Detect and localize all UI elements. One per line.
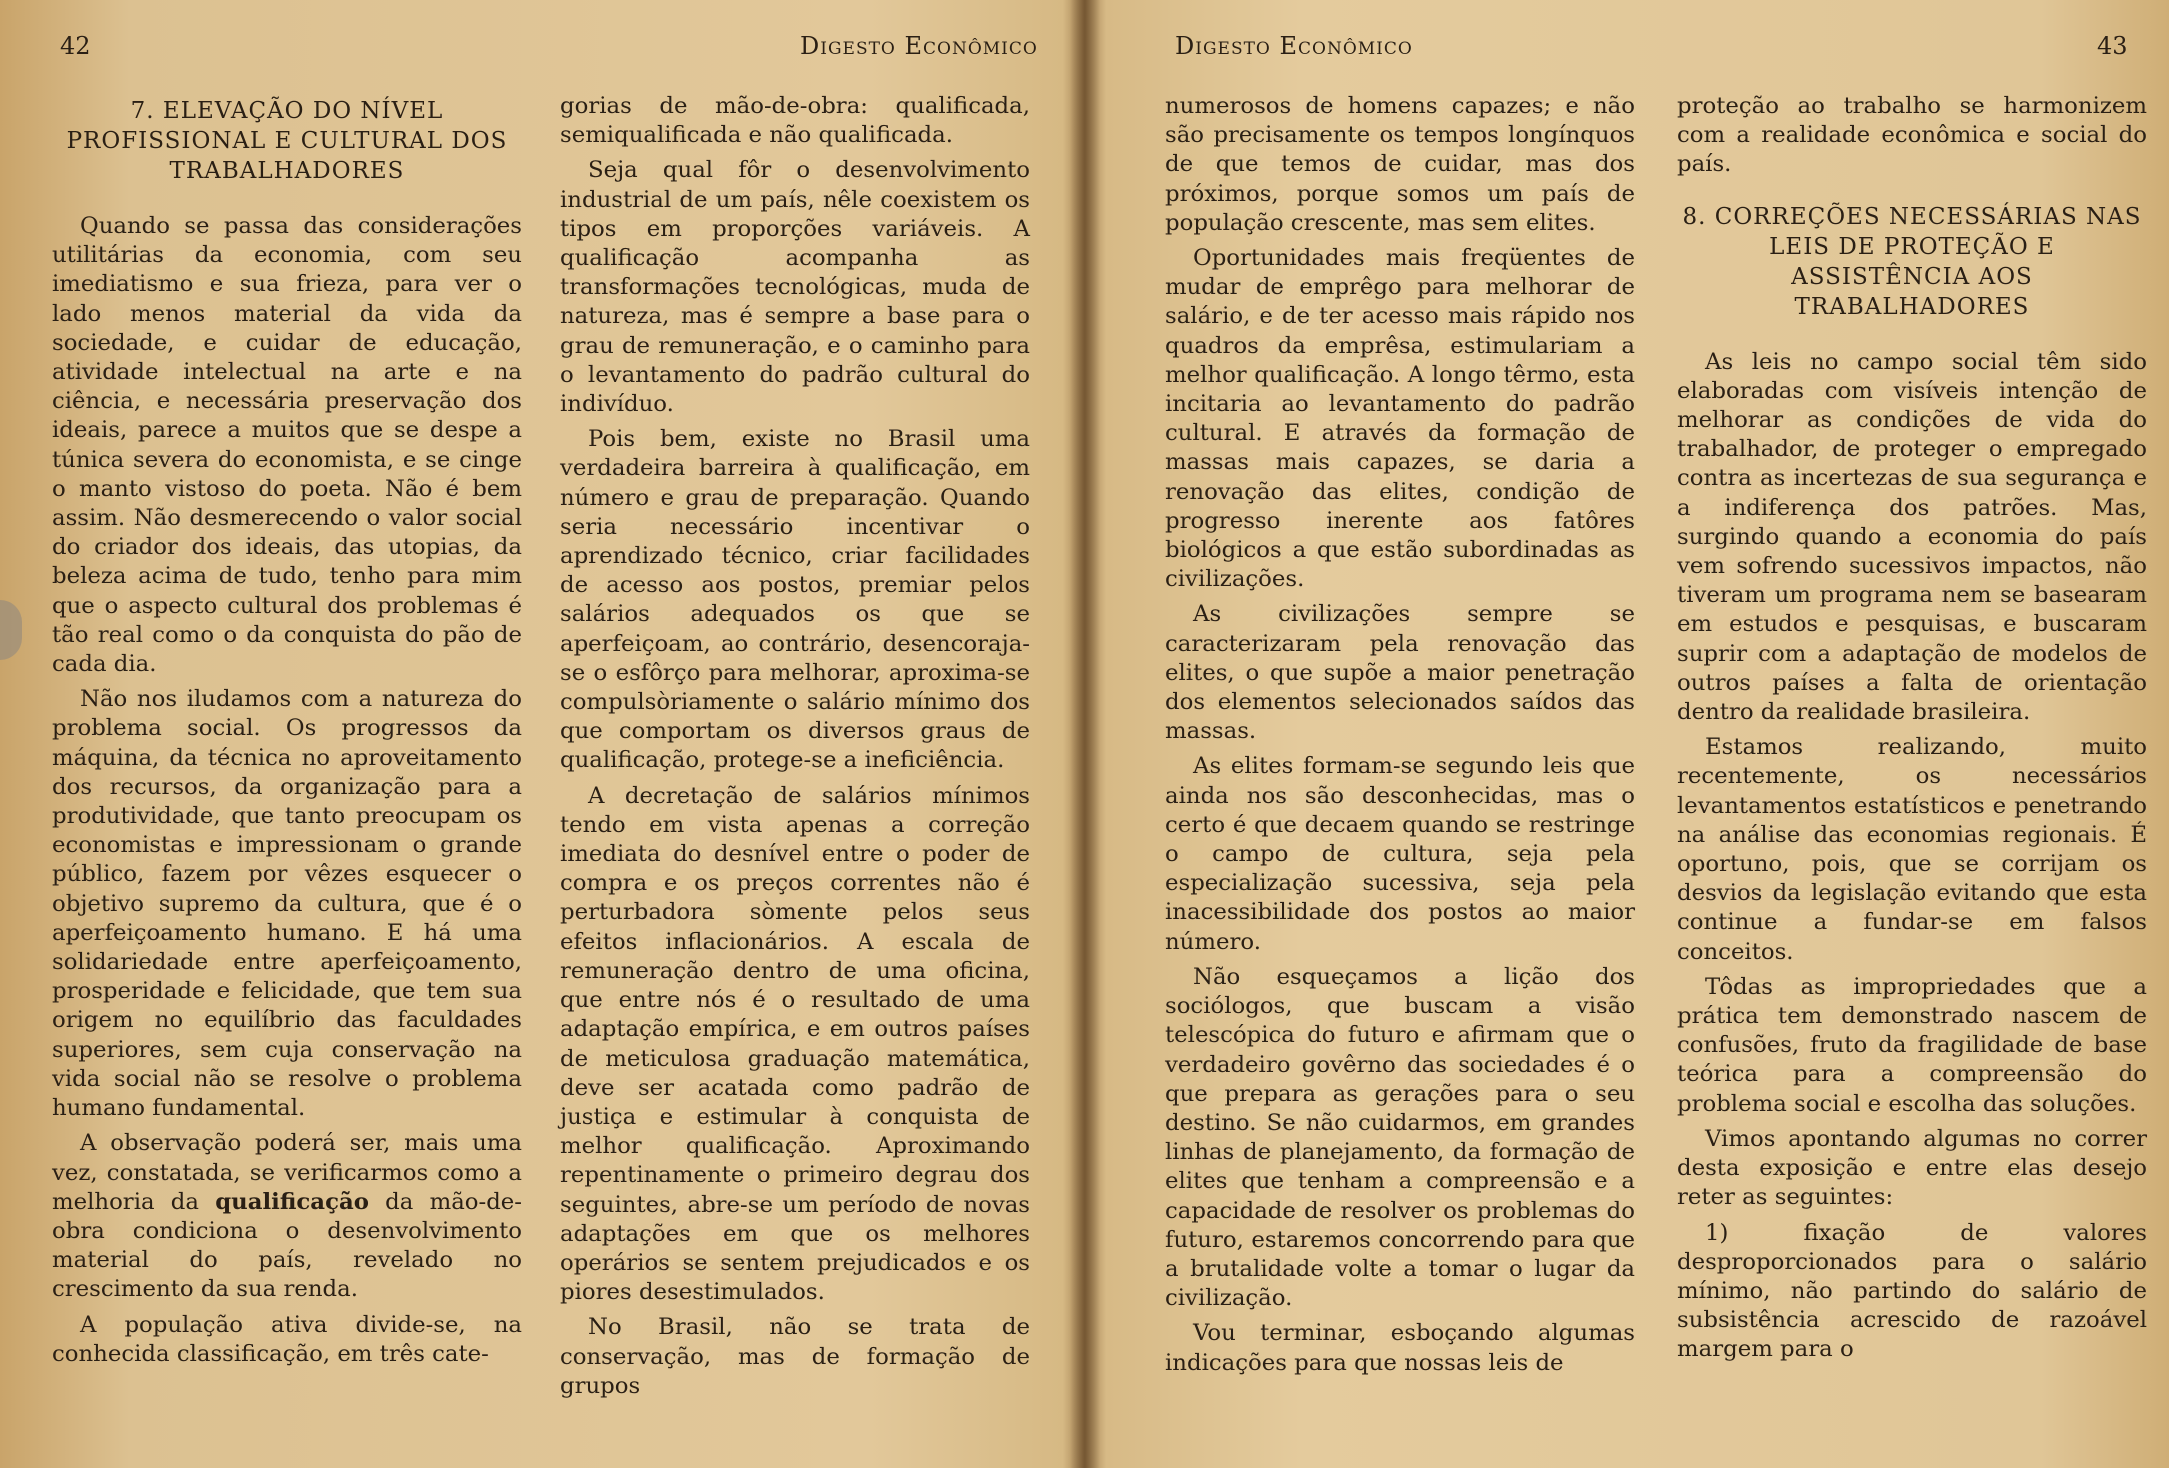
paragraph: Vou terminar, esboçando algumas indicações para que nossas leis de <box>1165 1320 1635 1376</box>
paragraph: Não nos iludamos com a natureza do problema social. Os progressos da máquina, da técnica no aproveitamento dos recursos, da organização para a produtividade, que tanto preocupam os economistas e impressionam o grande público, fazem por vêzes esquecer o objetivo supremo da cultura, que é o aperfeiçoamento humano. E há uma solidariedade entre aperfeiçoamento, prosperidade e felicidade, que tem sua origem no equilíbrio das faculdades superiores, sem cuja conservação na vida social não se resolve o problema humano fundamental. <box>52 686 522 1122</box>
paragraph: gorias de mão-de-obra: qualificada, semiqualificada e não qualificada. <box>560 93 1030 149</box>
paragraph: 1) fixação de valores desproporcionados para o salário mínimo, não partindo do salário de subsistência acrescido de razoável margem para o <box>1677 1219 2147 1363</box>
paragraph: proteção ao trabalho se harmonizem com a realidade econômica e social do país. <box>1677 93 2147 178</box>
paragraph-text: A observação poderá ser, mais uma vez, constatada, se verificarmos como a melhoria da <box>52 1130 522 1215</box>
right-page <box>1085 0 2169 1468</box>
paragraph: As leis no campo social têm sido elaboradas com visíveis intenção de melhorar as condições de vida do trabalhador, de proteger o empregado contra as incertezas de sua segurança e a indiferença dos patrões. Mas, surgindo quando a economia do país vem sofrendo sucessivos impactos, não tiveram um programa nem se basearam em estudos e pesquisas, e buscaram suprir com a adaptação de modelos de outros países a falta de orientação dentro da realidade brasileira. <box>1677 348 2147 726</box>
left-page-column-1 <box>52 92 522 1375</box>
paragraph: Tôdas as impropriedades que a prática tem demonstrado nascem de confusões, fruto da fragilidade de base teórica para a compreensão do problema social e escolha das soluções. <box>1677 973 2147 1117</box>
paragraph: Vimos apontando algumas no correr desta exposição e entre elas desejo reter as seguintes: <box>1677 1125 2147 1211</box>
paragraph: As civilizações sempre se caracterizaram pela renovação das elites, o que supõe a maior penetração dos elementos selecionados saídos das massas. <box>1165 601 1635 745</box>
paragraph: numerosos de homens capazes; e não são precisamente os tempos longínquos de que temos de cuidar, mas dos próximos, porque somos um país de população crescente, mas sem elites. <box>1165 93 1635 236</box>
left-page <box>0 0 1084 1468</box>
page-number-left: 42 <box>60 32 91 60</box>
right-page-column-2 <box>1677 92 2147 1371</box>
paragraph: A decretação de salários mínimos tendo em vista apenas a correção imediata do desnível entre o poder de compra e os preços correntes não é perturbadora sòmente pelos seus efeitos inflacionários. A escala de remuneração dentro de uma oficina, que entre nós é o resultado de uma adaptação empírica, e em outros países de meticulosa graduação matemática, deve ser acatada como padrão de justiça e estimular à conquista de melhor qualificação. Aproximando repentinamente o primeiro degrau dos seguintes, abre-se um período de novas adaptações em que os melhores operários se sentem prejudicados e os piores desestimulados. <box>560 782 1030 1306</box>
bold-term: qualificação <box>215 1188 369 1215</box>
paragraph: A população ativa divide-se, na conhecida classificação, em três cate- <box>52 1311 522 1367</box>
paragraph: Oportunidades mais freqüentes de mudar de emprêgo para melhorar de salário, e de ter acesso mais rápido nos quadros da emprêsa, estimulariam a melhor qualificação. A longo têrmo, esta incitaria ao levantamento do padrão cultural. E através da formação de massas mais capazes, se daria a renovação das elites, condição de progresso inerente aos fatôres biológicos a que estão subordinadas as civilizações. <box>1165 245 1635 593</box>
paragraph: Não esqueçamos a lição dos sociólogos, que buscam a visão telescópica do futuro e afirmam que o verdadeiro govêrno das sociedades é o que prepara as gerações para o seu destino. Se não cuidarmos, em grandes linhas de planejamento, da formação de elites que tenham a compreensão e a capacidade de resolver os problemas do futuro, estaremos concorrendo para que a brutalidade volte a tomar o lugar da civilização. <box>1165 963 1635 1312</box>
running-head-right: Digesto Econômico <box>1175 32 1413 60</box>
section-heading-7: 7. ELEVAÇÃO DO NÍVEL PROFISSIONAL E CULTURAL DOS TRABALHADORES <box>66 98 508 184</box>
paragraph: Estamos realizando, muito recentemente, os necessários levantamentos estatísticos e penetrando na análise das economias regionais. É oportuno, pois, que se corrijam os desvios da legislação evitando que esta continue a fundar-se em falsos conceitos. <box>1677 734 2147 965</box>
paragraph: Seja qual fôr o desenvolvimento industrial de um país, nêle coexistem os tipos em proporções variáveis. A qualificação acompanha as transformações tecnológicas, muda de natureza, mas é sempre a base para o grau de remuneração, e o caminho para o levantamento do padrão cultural do indivíduo. <box>560 157 1030 418</box>
section-heading-8: 8. CORREÇÕES NECESSÁRIAS NAS LEIS DE PROTEÇÃO E ASSISTÊNCIA AOS TRABALHADORES <box>1682 203 2142 320</box>
page-number-right: 43 <box>2097 32 2128 60</box>
running-head-left: Digesto Econômico <box>800 32 1038 60</box>
paragraph <box>52 1129 522 1304</box>
paragraph: Quando se passa das considerações utilitárias da economia, com seu imediatismo e sua frieza, para ver o lado menos material da vida da sociedade, e cuidar de educação, atividade intelectual na arte e na ciência, e necessária preservação dos ideais, parece a muitos que se despe a túnica severa do economista, e se cinge o manto vistoso do poeta. Não é bem assim. Não desmerecendo o valor social do criador dos ideais, das utopias, da beleza acima de tudo, tenho para mim que o aspecto cultural dos problemas é tão real como o da conquista do pão de cada dia. <box>52 213 522 678</box>
paragraph: As elites formam-se segundo leis que ainda nos são desconhecidas, mas o certo é que decaem quando se restringe o campo de cultura, seja pela especialização sucessiva, seja pela inacessibilidade dos postos ao maior número. <box>1165 753 1635 955</box>
left-page-column-2 <box>560 92 1030 1407</box>
paragraph-text: da mão-de-obra condiciona o desenvolvimento material do país, revelado no crescimento da sua renda. <box>52 1188 523 1303</box>
right-page-column-1 <box>1165 92 1635 1384</box>
paragraph: Pois bem, existe no Brasil uma verdadeira barreira à qualificação, em número e grau de preparação. Quando seria necessário incentivar o aprendizado técnico, criar facilidades de acesso aos postos, premiar pelos salários adequados os que se aperfeiçoam, ao contrário, desencoraja-se o esfôrço para melhorar, aproxima-se compulsòriamente o salário mínimo dos que comportam os diversos graus de qualificação, protege-se a ineficiência. <box>560 426 1030 774</box>
page-stain <box>0 600 22 660</box>
paragraph: No Brasil, não se trata de conservação, mas de formação de grupos <box>560 1314 1030 1399</box>
